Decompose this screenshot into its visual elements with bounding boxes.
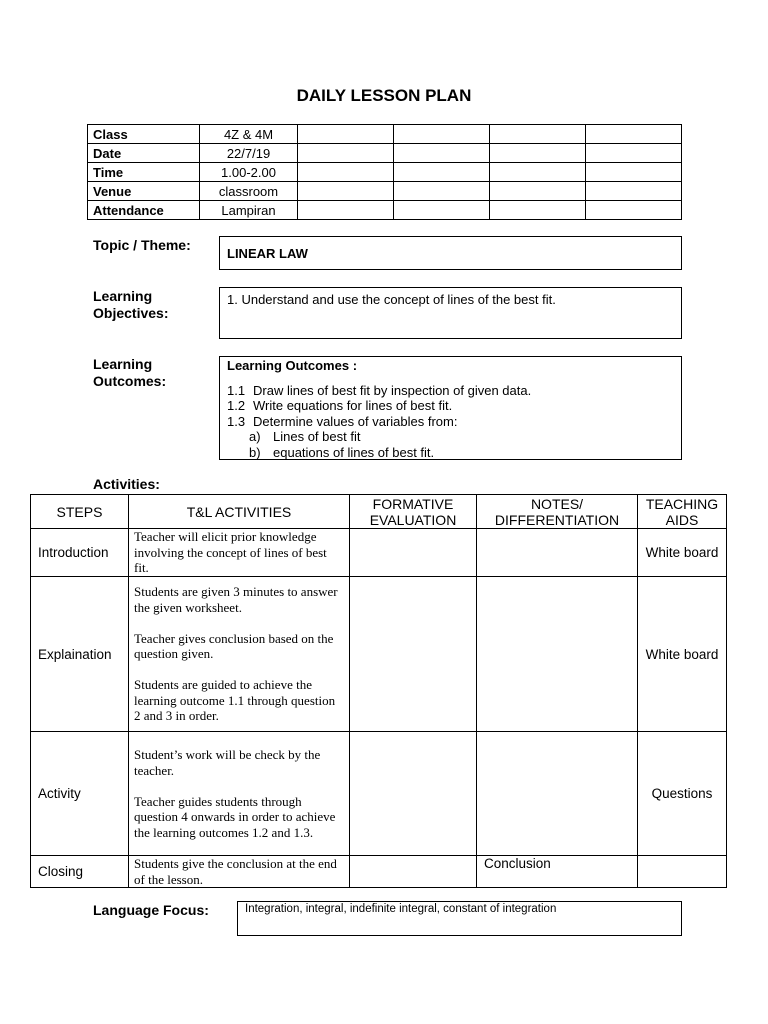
info-empty-cell — [394, 125, 490, 144]
info-value: 4Z & 4M — [200, 125, 298, 144]
objectives-value: 1. Understand and use the concept of lines of the best fit. — [219, 287, 682, 339]
info-empty-cell — [490, 144, 586, 163]
info-row-class — [88, 125, 682, 144]
activities-label: Activities: — [93, 476, 160, 492]
info-table — [87, 124, 682, 220]
objectives-label-line1: Learning — [93, 288, 153, 304]
outcome-number: 1.2 — [227, 398, 246, 413]
info-empty-cell — [586, 201, 682, 220]
activity-row-closing — [31, 856, 727, 888]
info-value: 22/7/19 — [200, 144, 298, 163]
info-label: Venue — [88, 182, 200, 201]
tl-paragraph: Teacher will elicit prior knowledge involving the concept of lines of best fit. — [134, 529, 327, 576]
outcome-text: Draw lines of best fit by inspection of given data. — [253, 382, 532, 398]
header-formative-line1: FORMATIVE — [372, 495, 454, 512]
outcome-number: 1.1 — [227, 382, 246, 398]
header-aids-line2: AIDS — [665, 511, 699, 528]
language-focus-value: Integration, integral, indefinite integral, constant of integration — [237, 901, 682, 936]
notes-cell — [477, 732, 638, 856]
info-empty-cell — [490, 125, 586, 144]
info-row-attendance — [88, 201, 682, 220]
outcomes-label-line2: Outcomes: — [93, 373, 167, 389]
info-empty-cell — [586, 182, 682, 201]
outcomes-label-line1: Learning — [93, 356, 153, 372]
info-label: Attendance — [88, 201, 200, 220]
notes-cell: Conclusion — [477, 856, 638, 888]
step-name: Activity — [31, 732, 129, 856]
info-empty-cell — [298, 125, 394, 144]
info-empty-cell — [394, 201, 490, 220]
formative-cell — [350, 856, 477, 888]
header-notes-line2: DIFFERENTIATION — [494, 511, 620, 528]
header-steps: STEPS — [31, 495, 129, 529]
header-formative — [350, 495, 477, 529]
info-empty-cell — [394, 144, 490, 163]
step-name: Explaination — [31, 577, 129, 732]
tl-paragraph: Students give the conclusion at the end of the lesson. — [134, 856, 337, 887]
header-notes-line1: NOTES/ — [530, 495, 584, 512]
aids-cell: White board — [638, 529, 727, 577]
tl-activities-cell — [129, 529, 350, 577]
info-empty-cell — [586, 144, 682, 163]
header-aids — [638, 495, 727, 529]
outcomes-box — [219, 356, 682, 460]
header-formative-line2: EVALUATION — [369, 511, 457, 528]
outcome-subitem — [227, 445, 681, 461]
outcomes-label — [93, 356, 166, 390]
tl-activities-cell — [129, 856, 350, 888]
info-empty-cell — [490, 163, 586, 182]
language-focus-label: Language Focus: — [93, 902, 209, 918]
activities-table — [30, 494, 727, 888]
info-empty-cell — [490, 182, 586, 201]
tl-activities-cell — [129, 732, 350, 856]
outcome-subitem — [227, 429, 681, 445]
formative-cell — [350, 732, 477, 856]
notes-cell — [477, 577, 638, 732]
tl-paragraph: Student’s work will be check by the teacher. — [134, 747, 321, 778]
step-name: Closing — [31, 856, 129, 888]
info-label: Time — [88, 163, 200, 182]
topic-value: LINEAR LAW — [219, 236, 682, 270]
tl-activities-cell — [129, 577, 350, 732]
aids-cell — [638, 856, 727, 888]
step-name: Introduction — [31, 529, 129, 577]
outcome-text: Determine values of variables from: — [253, 413, 458, 429]
info-value: classroom — [200, 182, 298, 201]
activities-header-row — [31, 495, 727, 529]
info-row-date — [88, 144, 682, 163]
info-empty-cell — [394, 182, 490, 201]
aids-cell: White board — [638, 577, 727, 732]
topic-label: Topic / Theme: — [93, 237, 191, 253]
tl-paragraph: Teacher guides students through question 4 onwards in order to achieve the learning outcomes 1.2 and 1.3. — [134, 793, 336, 840]
subitem-letter: b) — [249, 444, 261, 460]
tl-paragraph: Teacher gives conclusion based on the question given. — [134, 630, 334, 662]
info-row-time — [88, 163, 682, 182]
info-empty-cell — [298, 163, 394, 182]
info-value: 1.00-2.00 — [200, 163, 298, 182]
outcome-item — [227, 414, 681, 430]
info-label: Date — [88, 144, 200, 163]
outcome-number: 1.3 — [227, 413, 246, 429]
aids-cell: Questions — [638, 732, 727, 856]
header-notes — [477, 495, 638, 529]
subitem-letter: a) — [249, 429, 261, 444]
header-aids-line1: TEACHING — [645, 495, 719, 512]
info-value: Lampiran — [200, 201, 298, 220]
subitem-text: Lines of best fit — [273, 429, 361, 444]
outcomes-heading: Learning Outcomes : — [227, 358, 358, 373]
info-empty-cell — [586, 125, 682, 144]
info-empty-cell — [298, 201, 394, 220]
activity-row-explaination — [31, 577, 727, 732]
activity-row-activity — [31, 732, 727, 856]
subitem-text: equations of lines of best fit. — [273, 444, 435, 460]
objectives-label — [93, 288, 168, 322]
notes-cell — [477, 529, 638, 577]
info-empty-cell — [490, 201, 586, 220]
tl-paragraph: Students are guided to achieve the learning outcome 1.1 through question 2 and 3 in order. — [134, 677, 336, 724]
info-row-venue — [88, 182, 682, 201]
formative-cell — [350, 577, 477, 732]
outcome-item — [227, 398, 681, 414]
outcome-item — [227, 383, 681, 399]
outcome-text: Write equations for lines of best fit. — [253, 398, 453, 413]
header-tl-activities: T&L ACTIVITIES — [129, 495, 350, 529]
page-title: DAILY LESSON PLAN — [296, 86, 472, 105]
info-label: Class — [88, 125, 200, 144]
info-empty-cell — [586, 163, 682, 182]
activity-row-introduction — [31, 529, 727, 577]
info-empty-cell — [298, 182, 394, 201]
formative-cell — [350, 529, 477, 577]
tl-paragraph: Students are given 3 minutes to answer the given worksheet. — [134, 584, 338, 615]
objectives-label-line2: Objectives: — [93, 305, 169, 321]
info-empty-cell — [298, 144, 394, 163]
info-empty-cell — [394, 163, 490, 182]
